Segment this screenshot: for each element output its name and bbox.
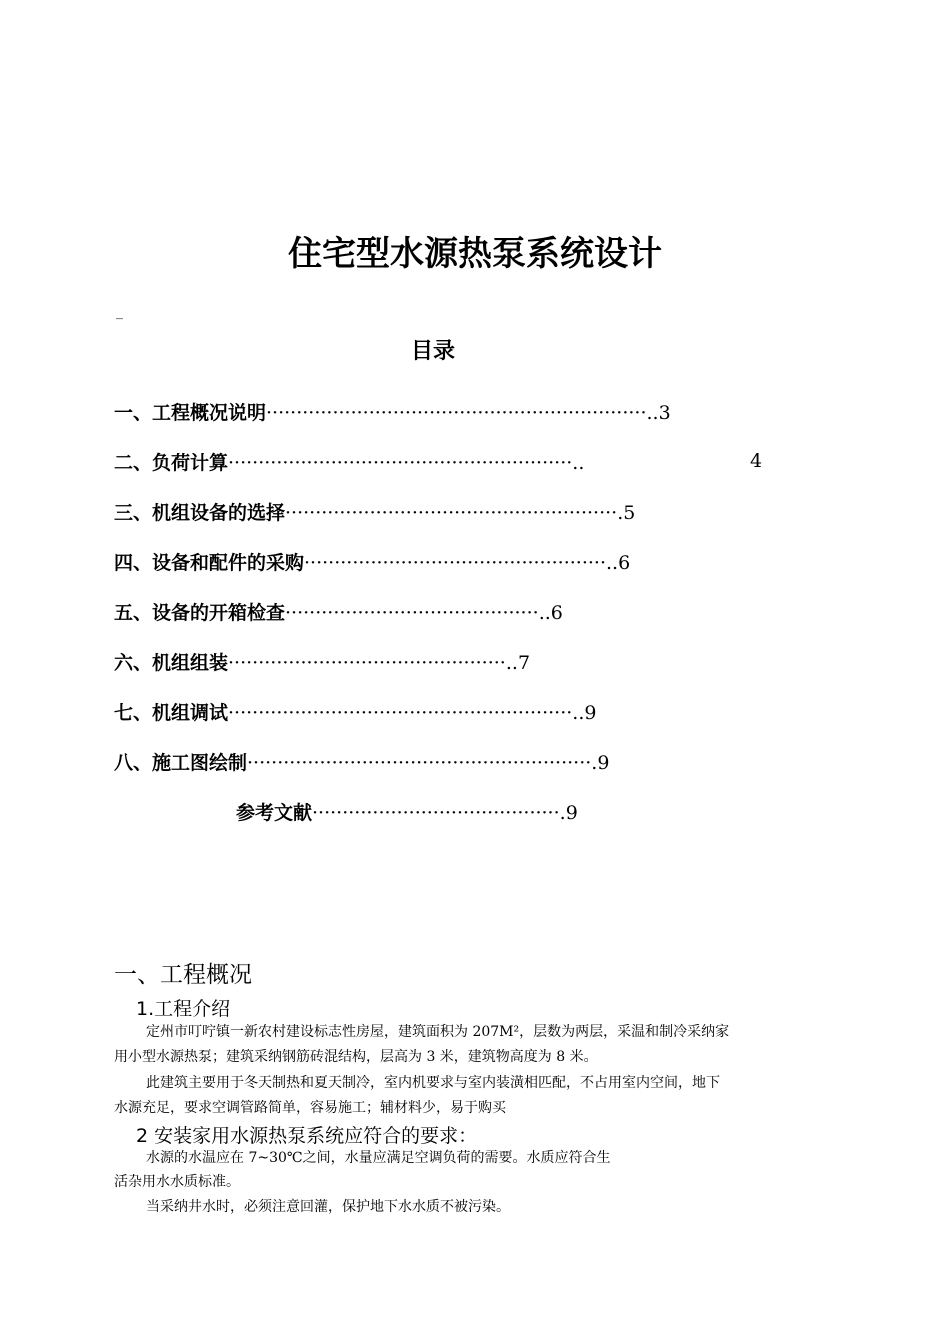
toc-entry-page: 7 <box>517 652 531 674</box>
toc-entry-leader: ·········································· <box>285 602 539 624</box>
paragraph-line: 水源充足，要求空调管路简单，容易施工；辅材料少，易于购买 <box>114 1100 506 1116</box>
toc-entry-label: 五、设备的开箱检查 <box>114 602 286 624</box>
toc-entry-dots: .. <box>505 652 518 674</box>
toc-entry[interactable] <box>114 748 609 775</box>
toc-entry-dots: .. <box>572 452 585 474</box>
toc-entry-label: 六、机组组装 <box>114 652 229 674</box>
toc-entry-leader: ·················································· <box>304 552 606 574</box>
toc-entry[interactable] <box>114 648 530 675</box>
toc-entry-label: 一、工程概况说明 <box>114 402 267 424</box>
paragraph-line: 定州市叮咛镇一新农村建设标志性房屋，建筑面积为 207M²，层数为两层，采温和制冷采纳家 <box>146 1024 730 1040</box>
paragraph-line: 此建筑主要用于冬天制热和夏天制冷，室内机要求与室内装潢相匹配，不占用室内空间，地下 <box>146 1075 720 1091</box>
toc-entry-leader: ························································· <box>247 752 592 774</box>
toc-entry-dots: .. <box>606 552 619 574</box>
toc-heading: 目录 <box>410 339 455 364</box>
toc-entry[interactable] <box>114 498 635 525</box>
toc-entry-page: 4 <box>750 450 763 472</box>
toc-entry-dots: .. <box>572 702 585 724</box>
toc-entry[interactable] <box>114 598 563 625</box>
toc-entry-dots: . <box>617 502 624 524</box>
toc-entry-leader: ························································· <box>228 702 573 724</box>
toc-entry[interactable] <box>114 448 584 475</box>
toc-entry[interactable] <box>114 548 630 575</box>
toc-entry-page: 9 <box>584 702 597 724</box>
toc-entry-dots: .. <box>538 602 551 624</box>
subsection-heading: 1.工程介绍 <box>136 998 231 1020</box>
toc-entry-label: 二、负荷计算 <box>114 452 229 474</box>
paragraph-line: 水源的水温应在 7~30℃之间，水量应满足空调负荷的需要。水质应符合生 <box>146 1150 611 1166</box>
document-title: 住宅型水源热泵系统设计 <box>288 234 662 274</box>
toc-entry-page: 6 <box>618 552 631 574</box>
paragraph-line: 活杂用水水质标准。 <box>114 1174 240 1190</box>
toc-entry-page: 5 <box>623 502 636 524</box>
toc-entry-leader: ·············································· <box>228 652 506 674</box>
toc-entry-page: 3 <box>658 402 671 424</box>
stray-marker: _ <box>116 304 123 320</box>
paragraph-line: 用小型水源热泵；建筑采纳钢筋砖混结构，层高为 3 米，建筑物高度为 8 米。 <box>114 1049 598 1065</box>
toc-entry-dots: .. <box>646 402 659 424</box>
toc-entry-leader: ························································· <box>228 452 573 474</box>
toc-entry-label: 三、机组设备的选择 <box>114 502 286 524</box>
toc-entry[interactable] <box>114 698 596 725</box>
toc-entry[interactable] <box>236 798 578 825</box>
toc-entry-leader: ······························································· <box>266 402 647 424</box>
toc-entry-label: 参考文献 <box>236 802 313 824</box>
toc-entry-label: 八、施工图绘制 <box>114 752 248 774</box>
toc-entry-leader: ········································· <box>312 802 560 824</box>
section-heading: 一、工程概况 <box>114 962 252 988</box>
toc-entry-page: 6 <box>550 602 563 624</box>
toc-entry-label: 七、机组调试 <box>114 702 229 724</box>
paragraph-line: 当采纳井水时，必须注意回灌，保护地下水水质不被污染。 <box>146 1199 510 1215</box>
toc-entry-label: 四、设备和配件的采购 <box>114 552 305 574</box>
toc-entry-page: 9 <box>597 752 610 774</box>
toc-entry[interactable] <box>114 398 671 425</box>
toc-entry-leader: ······················································· <box>285 502 618 524</box>
subsection-heading: 2 安装家用水源热泵系统应符合的要求： <box>136 1125 478 1147</box>
toc-entry-dots: . <box>559 802 566 824</box>
toc-entry-dots: . <box>591 752 598 774</box>
toc-entry-page: 9 <box>565 802 578 824</box>
